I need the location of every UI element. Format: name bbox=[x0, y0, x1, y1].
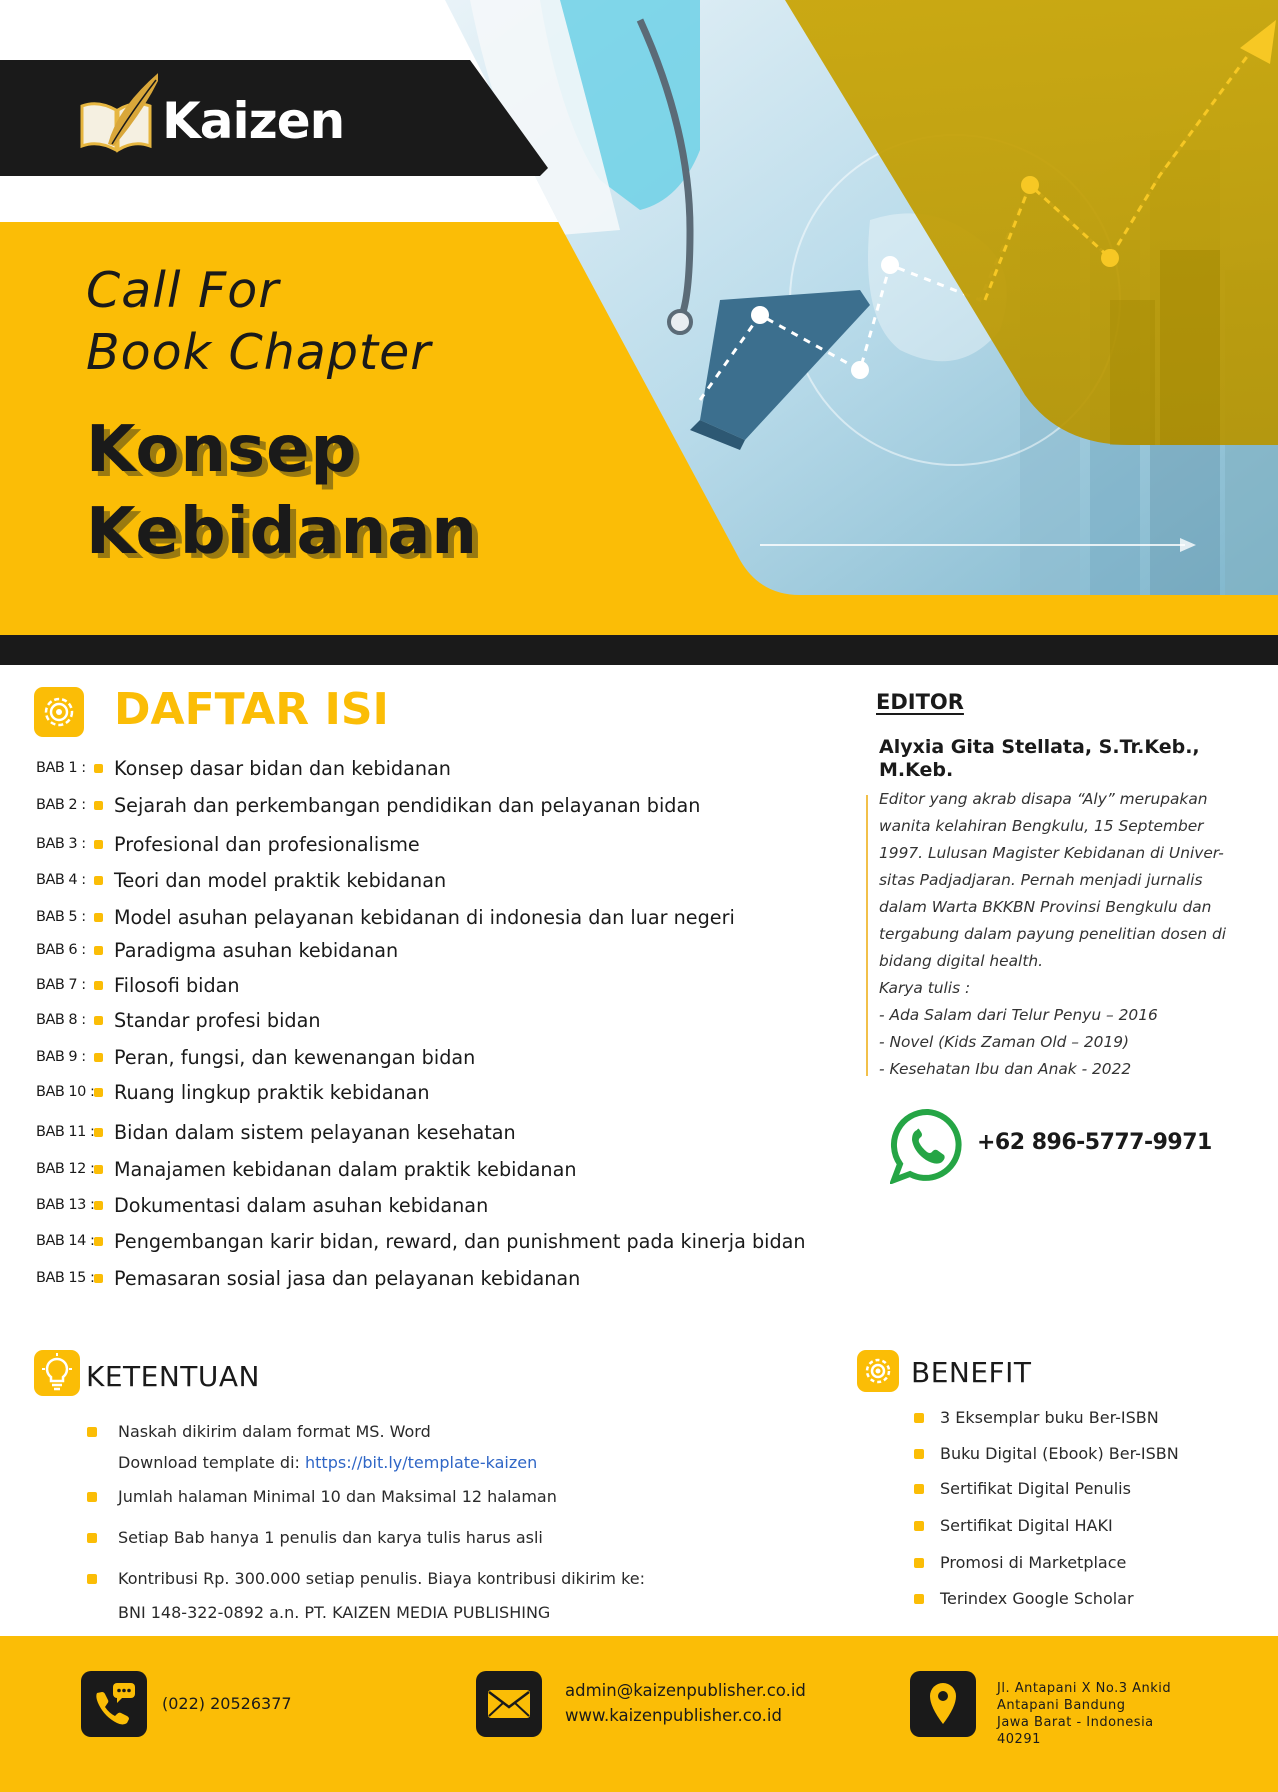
bullet bbox=[94, 1128, 103, 1137]
toc-chapter-number: BAB 13 : bbox=[36, 1197, 95, 1213]
editor-works bbox=[879, 975, 1249, 1083]
editor-rule bbox=[866, 795, 868, 1076]
toc-item bbox=[0, 938, 860, 962]
address-line: Jawa Barat - Indonesia bbox=[997, 1715, 1154, 1730]
toc-item bbox=[0, 1193, 860, 1217]
ketentuan-item-1-line-2 bbox=[118, 1453, 537, 1472]
toc-chapter-title: Manajamen kebidanan dalam praktik kebidanan bbox=[114, 1158, 577, 1181]
toc-chapter-title: Filosofi bidan bbox=[114, 974, 240, 997]
bullet bbox=[94, 1165, 103, 1174]
bullet bbox=[94, 840, 103, 849]
benefit-item: Promosi di Marketplace bbox=[940, 1553, 1127, 1572]
ketentuan-item-4-line-1: Kontribusi Rp. 300.000 setiap penulis. Biaya kontribusi dikirim ke: bbox=[118, 1569, 646, 1588]
bullet bbox=[914, 1594, 924, 1604]
call-for-line-2: Book Chapter bbox=[86, 324, 432, 381]
footer-website[interactable]: www.kaizenpublisher.co.id bbox=[565, 1706, 782, 1725]
bullet bbox=[94, 764, 103, 773]
bullet bbox=[94, 1053, 103, 1062]
hero-banner bbox=[0, 0, 1278, 635]
download-label: Download template di: bbox=[118, 1453, 306, 1472]
benefit-title: BENEFIT bbox=[911, 1356, 1032, 1389]
toc-chapter-title: Ruang lingkup praktik kebidanan bbox=[114, 1081, 430, 1104]
editor-bio: Editor yang akrab disapa “Aly” merupakan wanita kelahiran Bengkulu, 15 September 1997. Lulusan Magister Kebidanan di Univer-sitas Padjadjaran. Pernah menjadi jurnalis dalam Warta BKKBN Provinsi Bengkulu dan tergabung dalam payung penelitian dosen di bidang digital health. bbox=[879, 790, 1227, 970]
bullet bbox=[914, 1449, 924, 1459]
toc-item bbox=[0, 1120, 860, 1144]
toc-item bbox=[0, 868, 860, 892]
template-link[interactable]: https://bit.ly/template-kaizen bbox=[305, 1453, 538, 1472]
toc-chapter-number: BAB 8 : bbox=[36, 1012, 86, 1028]
toc-chapter-number: BAB 15 : bbox=[36, 1270, 95, 1286]
bullet bbox=[94, 981, 103, 990]
ketentuan-item-3: Setiap Bab hanya 1 penulis dan karya tulis harus asli bbox=[118, 1528, 543, 1547]
toc-chapter-title: Sejarah dan perkembangan pendidikan dan pelayanan bidan bbox=[114, 794, 701, 817]
editor-heading: EDITOR bbox=[876, 690, 964, 714]
ketentuan-title: KETENTUAN bbox=[86, 1360, 260, 1393]
bullet bbox=[94, 1274, 103, 1283]
benefit-item: Buku Digital (Ebook) Ber-ISBN bbox=[940, 1444, 1179, 1463]
toc-item bbox=[0, 1080, 860, 1104]
bullet bbox=[87, 1574, 97, 1584]
toc-chapter-title: Profesional dan profesionalisme bbox=[114, 833, 420, 856]
toc-item bbox=[0, 756, 860, 780]
bullet bbox=[94, 946, 103, 955]
toc-title: DAFTAR ISI bbox=[114, 684, 389, 735]
toc-item bbox=[0, 1229, 860, 1253]
toc-chapter-number: BAB 10 : bbox=[36, 1084, 95, 1100]
toc-chapter-number: BAB 4 : bbox=[36, 872, 86, 888]
ketentuan-item-1-line-1: Naskah dikirim dalam format MS. Word bbox=[118, 1422, 431, 1441]
toc-item bbox=[0, 793, 860, 817]
toc-item bbox=[0, 1008, 860, 1032]
footer-phone[interactable]: (022) 20526377 bbox=[162, 1694, 292, 1713]
call-for-line-1: Call For bbox=[86, 262, 280, 319]
bullet bbox=[87, 1533, 97, 1543]
benefit-item: 3 Eksemplar buku Ber-ISBN bbox=[940, 1408, 1159, 1427]
toc-chapter-title: Pemasaran sosial jasa dan pelayanan kebidanan bbox=[114, 1267, 581, 1290]
toc-chapter-number: BAB 5 : bbox=[36, 909, 86, 925]
whatsapp-icon[interactable] bbox=[890, 1108, 966, 1184]
toc-item bbox=[0, 832, 860, 856]
lightbulb-icon bbox=[34, 1350, 80, 1396]
bullet bbox=[94, 801, 103, 810]
toc-chapter-title: Teori dan model praktik kebidanan bbox=[114, 869, 447, 892]
toc-chapter-title: Model asuhan pelayanan kebidanan di indonesia dan luar negeri bbox=[114, 906, 735, 929]
works-label: Karya tulis : bbox=[879, 979, 971, 997]
works-item: - Kesehatan Ibu dan Anak - 2022 bbox=[879, 1060, 1132, 1078]
works-item: - Novel (Kids Zaman Old – 2019) bbox=[879, 1033, 1130, 1051]
gear-icon bbox=[857, 1350, 899, 1392]
bullet bbox=[914, 1558, 924, 1568]
toc-item bbox=[0, 905, 860, 929]
toc-chapter-title: Bidan dalam sistem pelayanan kesehatan bbox=[114, 1121, 516, 1144]
whatsapp-number[interactable]: +62 896-5777-9971 bbox=[977, 1130, 1212, 1155]
bullet bbox=[94, 1201, 103, 1210]
toc-chapter-title: Pengembangan karir bidan, reward, dan punishment pada kinerja bidan bbox=[114, 1230, 806, 1253]
map-pin-icon bbox=[910, 1671, 976, 1737]
toc-chapter-number: BAB 1 : bbox=[36, 760, 86, 776]
title-line-2: Kebidanan bbox=[86, 495, 478, 569]
book-quill-icon bbox=[78, 66, 158, 156]
toc-chapter-number: BAB 12 : bbox=[36, 1161, 95, 1177]
ketentuan-item-2: Jumlah halaman Minimal 10 dan Maksimal 12 halaman bbox=[118, 1487, 557, 1506]
toc-item bbox=[0, 1045, 860, 1069]
bullet bbox=[94, 1237, 103, 1246]
toc-chapter-title: Paradigma asuhan kebidanan bbox=[114, 939, 399, 962]
editor-name: Alyxia Gita Stellata, S.Tr.Keb., M.Keb. bbox=[879, 736, 1200, 781]
benefit-item: Sertifikat Digital HAKI bbox=[940, 1516, 1113, 1535]
toc-item bbox=[0, 973, 860, 997]
bullet bbox=[914, 1413, 924, 1423]
toc-chapter-title: Peran, fungsi, dan kewenangan bidan bbox=[114, 1046, 476, 1069]
bullet bbox=[87, 1492, 97, 1502]
toc-chapter-number: BAB 6 : bbox=[36, 942, 86, 958]
phone-chat-icon[interactable] bbox=[81, 1671, 147, 1737]
toc-item bbox=[0, 1157, 860, 1181]
toc-chapter-title: Standar profesi bidan bbox=[114, 1009, 321, 1032]
gear-icon bbox=[34, 687, 84, 737]
bullet bbox=[914, 1484, 924, 1494]
divider-strip bbox=[0, 635, 1278, 665]
benefit-item: Terindex Google Scholar bbox=[940, 1589, 1134, 1608]
footer-email[interactable]: admin@kaizenpublisher.co.id bbox=[565, 1681, 806, 1700]
title-line-1: Konsep bbox=[86, 413, 358, 487]
bullet bbox=[914, 1521, 924, 1531]
bullet bbox=[87, 1427, 97, 1437]
benefit-item: Sertifikat Digital Penulis bbox=[940, 1479, 1131, 1498]
toc-chapter-title: Dokumentasi dalam asuhan kebidanan bbox=[114, 1194, 489, 1217]
toc-chapter-title: Konsep dasar bidan dan kebidanan bbox=[114, 757, 451, 780]
toc-chapter-number: BAB 11 : bbox=[36, 1124, 95, 1140]
works-item: - Ada Salam dari Telur Penyu – 2016 bbox=[879, 1006, 1158, 1024]
bullet bbox=[94, 1088, 103, 1097]
toc-chapter-number: BAB 2 : bbox=[36, 797, 86, 813]
bullet bbox=[94, 1016, 103, 1025]
toc-chapter-number: BAB 14 : bbox=[36, 1233, 95, 1249]
envelope-icon[interactable] bbox=[476, 1671, 542, 1737]
bullet bbox=[94, 913, 103, 922]
address-line: Jl. Antapani X No.3 Ankid bbox=[997, 1681, 1172, 1696]
toc-chapter-number: BAB 3 : bbox=[36, 836, 86, 852]
address-line: Antapani Bandung bbox=[997, 1698, 1126, 1713]
ketentuan-item-4-line-2: BNI 148-322-0892 a.n. PT. KAIZEN MEDIA PUBLISHING bbox=[118, 1603, 551, 1622]
toc-item bbox=[0, 1266, 860, 1290]
brand-name: Kaizen bbox=[162, 92, 345, 150]
toc-chapter-number: BAB 7 : bbox=[36, 977, 86, 993]
toc-chapter-number: BAB 9 : bbox=[36, 1049, 86, 1065]
bullet bbox=[94, 876, 103, 885]
address-line: 40291 bbox=[997, 1732, 1041, 1747]
